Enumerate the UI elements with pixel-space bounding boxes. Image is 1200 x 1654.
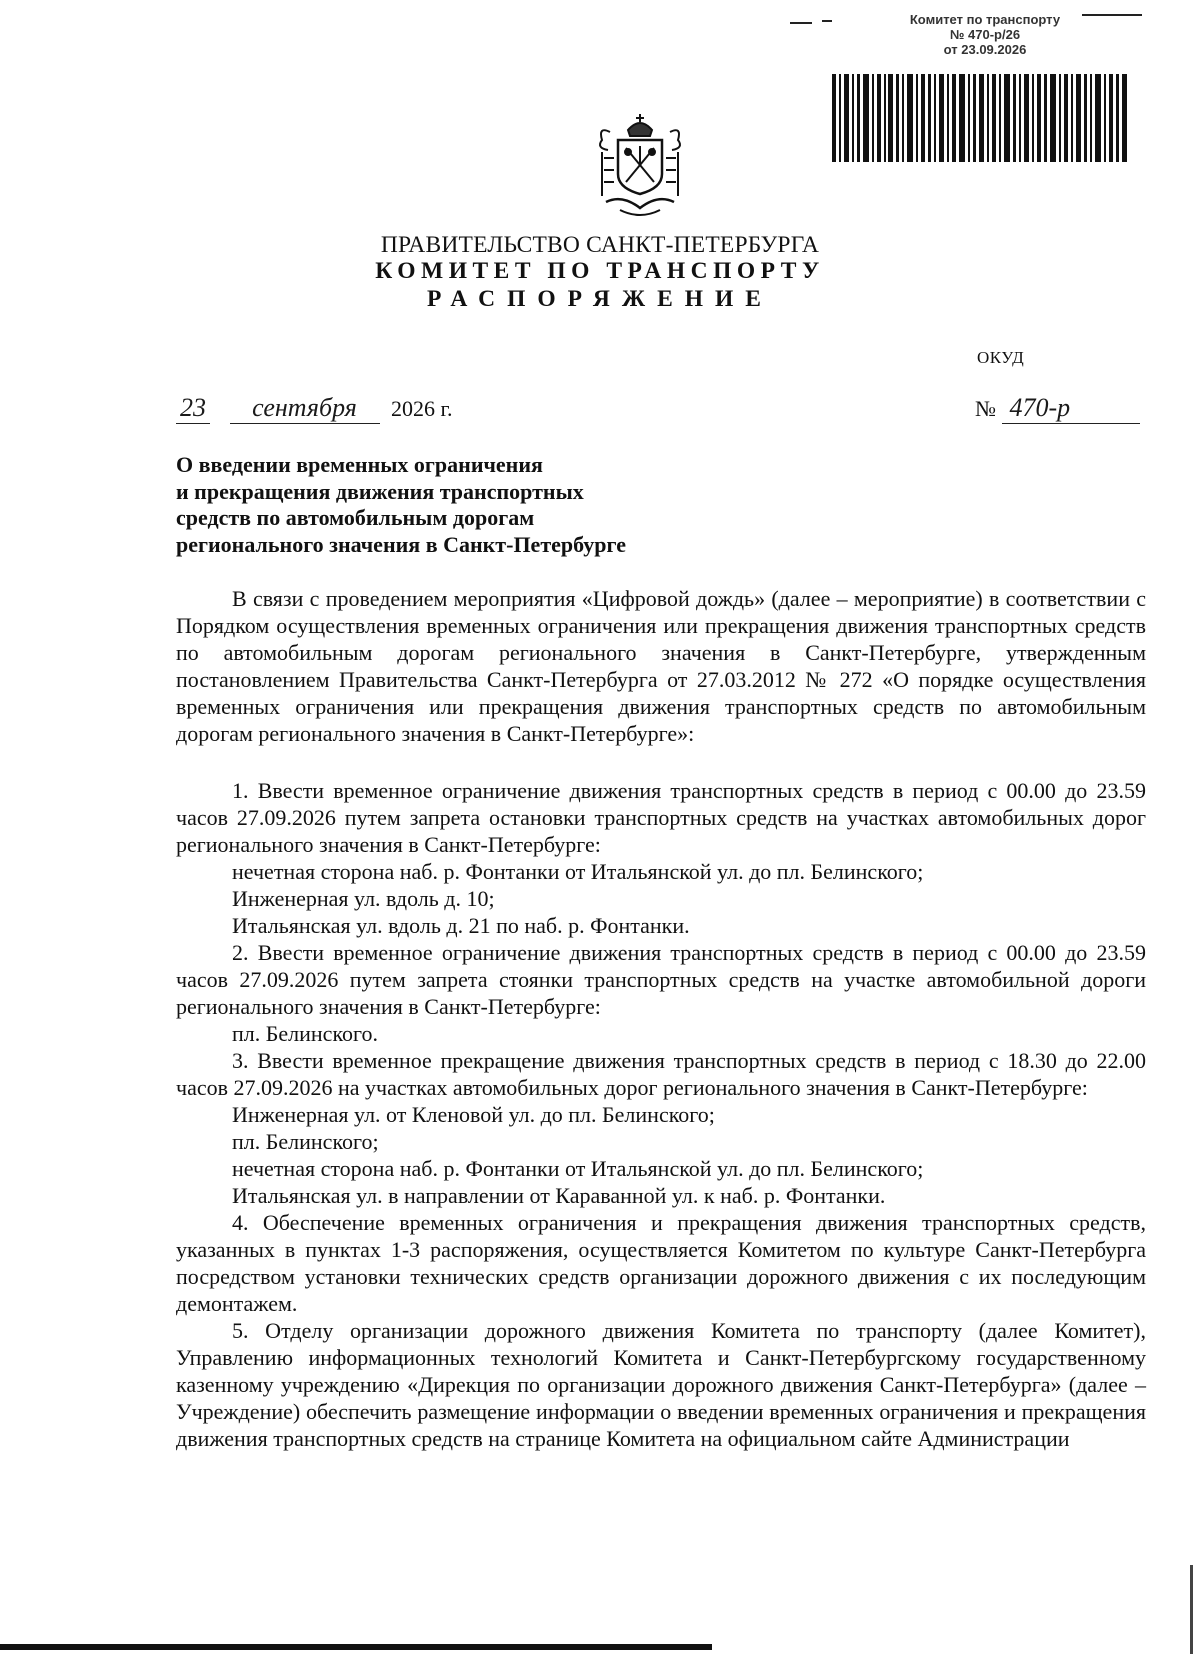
street-item: Итальянская ул. вдоль д. 21 по наб. р. Фонтанки. bbox=[232, 913, 690, 938]
stamp-mark bbox=[790, 22, 812, 24]
barcode bbox=[832, 74, 1132, 162]
okud-label: ОКУД bbox=[977, 348, 1025, 367]
date-day: 23 bbox=[176, 393, 210, 424]
document-title bbox=[176, 452, 626, 558]
title-line: О введении временных ограничения bbox=[176, 452, 543, 477]
street-item: пл. Белинского; bbox=[232, 1129, 379, 1154]
committee-name: КОМИТЕТ ПО ТРАНСПОРТУ bbox=[375, 258, 825, 284]
item-4: 4. Обеспечение временных ограничения и прекращения движения транспортных средств, указанных в пунктах 1-3 распоряжения, осуществляется Комитетом по культуре Санкт-Петербурга посредством установки технических средств организации дорожного движения с их последующим демонтажем. bbox=[176, 1210, 1146, 1316]
item-1: 1. Ввести временное ограничение движения транспортных средств в период с 00.00 до 23.59 часов 27.09.2026 путем запрета остановки транспортных средств на участках автомобильных дорог регионального значения в Санкт-Петербурге: bbox=[176, 778, 1146, 857]
document-date bbox=[176, 393, 453, 424]
number-prefix: № bbox=[975, 396, 996, 421]
title-line: регионального значения в Санкт-Петербурге bbox=[176, 531, 626, 557]
government-name: ПРАВИТЕЛЬСТВО САНКТ-ПЕТЕРБУРГА bbox=[380, 232, 820, 258]
stamp-text bbox=[860, 12, 1110, 57]
street-item: Инженерная ул. от Кленовой ул. до пл. Белинского; bbox=[232, 1102, 715, 1127]
stamp-mark bbox=[822, 20, 832, 22]
scan-bottom-bar bbox=[0, 1644, 712, 1650]
preamble-paragraph: В связи с проведением мероприятия «Цифровой дождь» (далее – мероприятие) в соответствии с Порядком осуществления временных ограничения или прекращения движения транспортных средств по автомобильным дорогам регионального значения в Санкт-Петербурге, утвержденным постановлением Правительства Санкт-Петербурга от 27.03.2012 № 272 «О порядке осуществления временных ограничения или прекращения движения транспортных средств по автомобильным дорогам регионального значения в Санкт-Петербурге»: bbox=[176, 586, 1146, 746]
street-item: Итальянская ул. в направлении от Караванной ул. к наб. р. Фонтанки. bbox=[232, 1183, 886, 1208]
street-item: Инженерная ул. вдоль д. 10; bbox=[232, 886, 495, 911]
date-year: 2026 г. bbox=[391, 396, 453, 421]
title-line: и прекращения движения транспортных bbox=[176, 478, 584, 504]
item-5: 5. Отделу организации дорожного движения Комитета по транспорту (далее Комитет), Управлению информационных технологий Комитета и Санкт-Петербургскому государственному казенному учреждению «Дирекция по организации дорожного движения Санкт-Петербурга» (далее – Учреждение) обеспечить размещение информации о введении временных ограничения и прекращения движения транспортных средств на странице Комитета на официальном сайте Администрации bbox=[176, 1318, 1146, 1451]
government-header bbox=[0, 232, 1200, 314]
street-item: нечетная сторона наб. р. Фонтанки от Итальянской ул. до пл. Белинского; bbox=[232, 859, 924, 884]
document-body bbox=[176, 585, 1146, 1452]
item-2: 2. Ввести временное ограничение движения транспортных средств в период с 00.00 до 23.59 часов 27.09.2026 путем запрета стоянки транспортных средств на участке автомобильной дороги регионального значения в Санкт-Петербурге: bbox=[176, 940, 1146, 1019]
stamp-committee: Комитет по транспорту bbox=[909, 12, 1061, 27]
number-value: 470-р bbox=[1002, 393, 1140, 424]
document-type: РАСПОРЯЖЕНИЕ bbox=[427, 286, 773, 312]
title-line: средств по автомобильным дорогам bbox=[176, 505, 535, 530]
stamp-number: № 470-р/26 bbox=[949, 27, 1021, 42]
date-month: сентября bbox=[230, 393, 380, 424]
coat-of-arms-emblem bbox=[592, 112, 688, 222]
document-number bbox=[975, 393, 1140, 424]
scan-edge-mark bbox=[1190, 1565, 1193, 1654]
stamp-date: от 23.09.2026 bbox=[943, 42, 1027, 57]
street-item: пл. Белинского. bbox=[232, 1021, 378, 1046]
street-item: нечетная сторона наб. р. Фонтанки от Итальянской ул. до пл. Белинского; bbox=[232, 1156, 924, 1181]
item-3: 3. Ввести временное прекращение движения транспортных средств в период с 18.30 до 22.00 часов 27.09.2026 на участках автомобильных дорог регионального значения в Санкт-Петербурге: bbox=[176, 1048, 1146, 1100]
registration-stamp bbox=[820, 12, 1142, 162]
